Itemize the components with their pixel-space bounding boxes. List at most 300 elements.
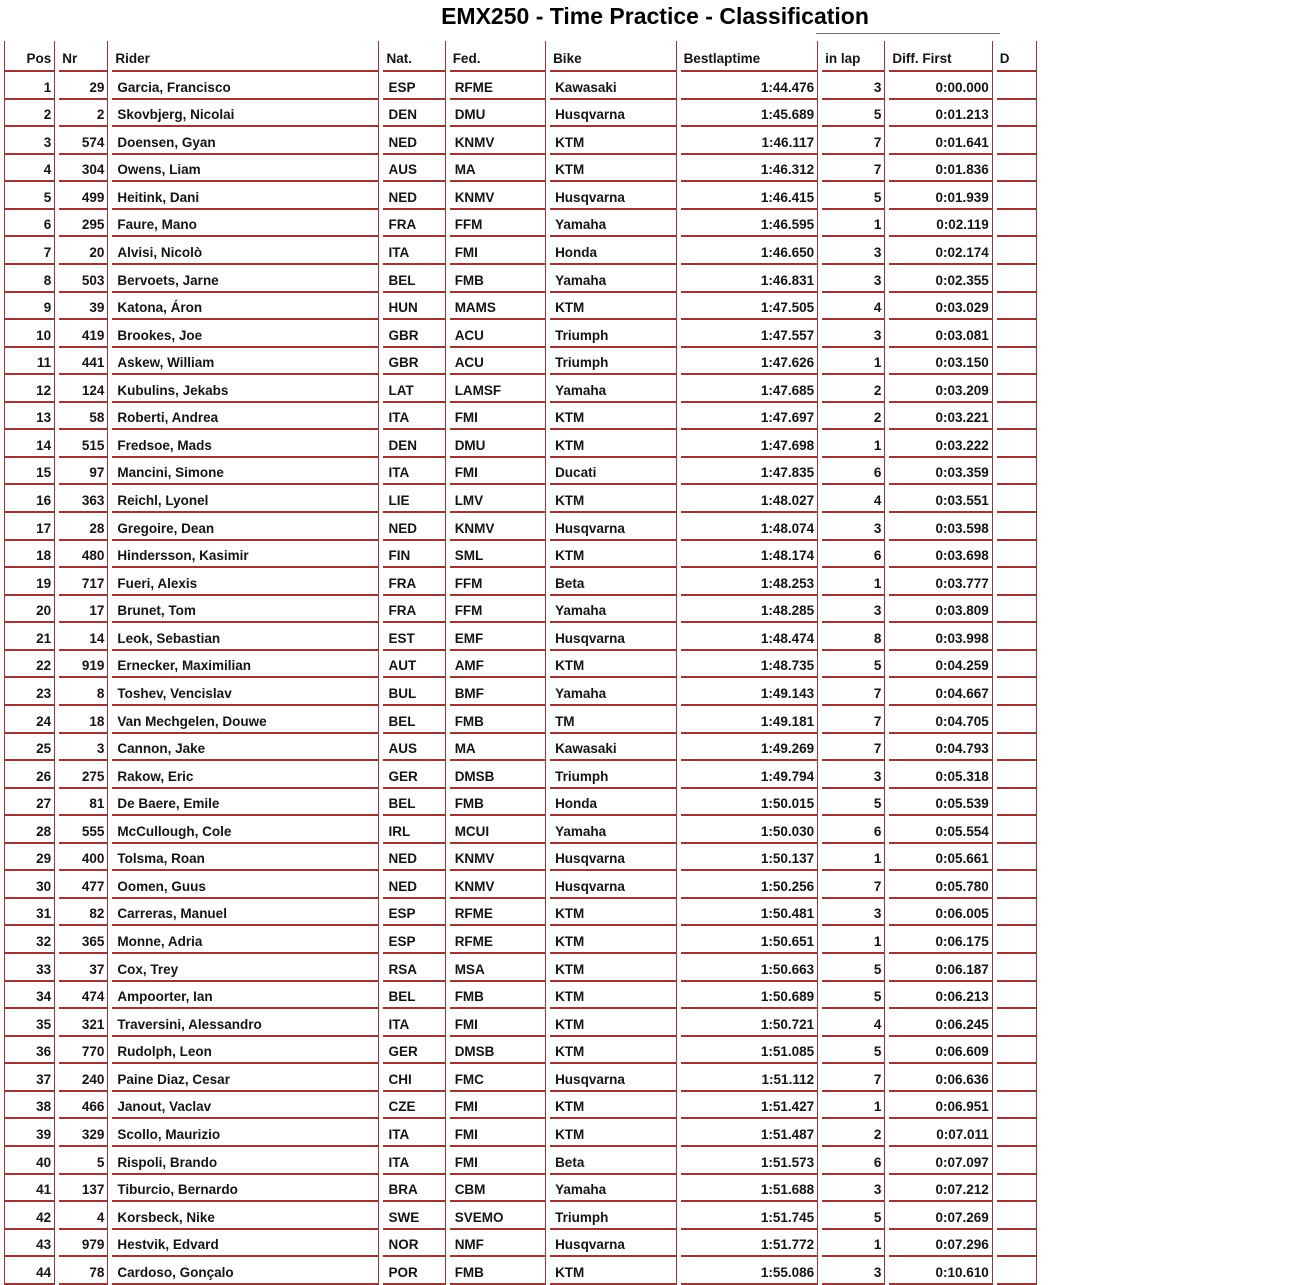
cell-bike: Husqvarna xyxy=(550,871,677,899)
table-row xyxy=(4,1230,1037,1258)
cell-best: 1:46.117 xyxy=(681,127,819,155)
cell-pos: 8 xyxy=(4,265,55,293)
header-row xyxy=(4,41,1037,72)
cell-pos: 37 xyxy=(4,1064,55,1092)
cell-lap: 1 xyxy=(822,430,885,458)
cell-nat: SWE xyxy=(383,1202,445,1230)
cell-diff: 0:01.641 xyxy=(889,127,992,155)
cell-fed: FMI xyxy=(450,403,546,431)
cell-fed: AMF xyxy=(450,651,546,679)
cell-pos: 39 xyxy=(4,1119,55,1147)
cell-rider: Skovbjerg, Nicolai xyxy=(112,100,379,128)
table-row xyxy=(4,1037,1037,1065)
cell-fed: FMI xyxy=(450,237,546,265)
col-header-diff-first: Diff. First xyxy=(889,41,992,72)
cell-pos: 5 xyxy=(4,182,55,210)
cell-nr: 717 xyxy=(59,568,108,596)
cell-lap: 7 xyxy=(822,706,885,734)
cell-rider: Tolsma, Roan xyxy=(112,844,379,872)
cell-diff: 0:07.269 xyxy=(889,1202,992,1230)
cell-fed: RFME xyxy=(450,899,546,927)
cell-fed: FMI xyxy=(450,458,546,486)
cell-nat: EST xyxy=(383,623,445,651)
cell-bike: Triumph xyxy=(550,1202,677,1230)
cell-dprev xyxy=(997,430,1037,458)
cell-nr: 919 xyxy=(59,651,108,679)
cell-diff: 0:02.174 xyxy=(889,237,992,265)
cell-best: 1:48.174 xyxy=(681,541,819,569)
cell-best: 1:48.027 xyxy=(681,485,819,513)
cell-lap: 4 xyxy=(822,1009,885,1037)
cell-nat: LAT xyxy=(383,375,445,403)
table-row xyxy=(4,458,1037,486)
cell-lap: 3 xyxy=(822,265,885,293)
cell-lap: 1 xyxy=(822,568,885,596)
cell-nat: NED xyxy=(383,513,445,541)
cell-lap: 3 xyxy=(822,72,885,100)
cell-nr: 18 xyxy=(59,706,108,734)
cell-fed: FMB xyxy=(450,789,546,817)
cell-fed: KNMV xyxy=(450,127,546,155)
table-row xyxy=(4,568,1037,596)
cell-pos: 19 xyxy=(4,568,55,596)
cell-rider: Fredsoe, Mads xyxy=(112,430,379,458)
cell-diff: 0:01.836 xyxy=(889,155,992,183)
table-row xyxy=(4,871,1037,899)
cell-diff: 0:10.610 xyxy=(889,1257,992,1285)
table-row xyxy=(4,210,1037,238)
cell-pos: 32 xyxy=(4,926,55,954)
table-row xyxy=(4,1009,1037,1037)
table-row xyxy=(4,513,1037,541)
cell-fed: MSA xyxy=(450,954,546,982)
cell-nat: FRA xyxy=(383,210,445,238)
table-row xyxy=(4,954,1037,982)
cell-diff: 0:03.698 xyxy=(889,541,992,569)
results-body xyxy=(4,72,1037,1285)
cell-best: 1:47.505 xyxy=(681,293,819,321)
cell-dprev xyxy=(997,1230,1037,1258)
table-row xyxy=(4,403,1037,431)
cell-pos: 11 xyxy=(4,348,55,376)
cell-best: 1:47.697 xyxy=(681,403,819,431)
table-row xyxy=(4,430,1037,458)
cell-lap: 7 xyxy=(822,155,885,183)
cell-nr: 515 xyxy=(59,430,108,458)
cell-bike: KTM xyxy=(550,651,677,679)
cell-bike: KTM xyxy=(550,1257,677,1285)
table-row xyxy=(4,596,1037,624)
cell-diff: 0:04.705 xyxy=(889,706,992,734)
cell-best: 1:47.557 xyxy=(681,320,819,348)
cell-nr: 28 xyxy=(59,513,108,541)
cell-bike: KTM xyxy=(550,127,677,155)
cell-nr: 275 xyxy=(59,761,108,789)
cell-bike: KTM xyxy=(550,155,677,183)
cell-fed: KNMV xyxy=(450,871,546,899)
cell-fed: FMI xyxy=(450,1092,546,1120)
cell-bike: KTM xyxy=(550,293,677,321)
cell-best: 1:47.698 xyxy=(681,430,819,458)
cell-dprev xyxy=(997,596,1037,624)
cell-pos: 12 xyxy=(4,375,55,403)
cell-nat: POR xyxy=(383,1257,445,1285)
cell-rider: Alvisi, Nicolò xyxy=(112,237,379,265)
cell-nr: 363 xyxy=(59,485,108,513)
cell-fed: KNMV xyxy=(450,513,546,541)
table-row xyxy=(4,678,1037,706)
cell-lap: 3 xyxy=(822,761,885,789)
cell-bike: TM xyxy=(550,706,677,734)
cell-best: 1:46.415 xyxy=(681,182,819,210)
cell-bike: Yamaha xyxy=(550,375,677,403)
cell-dprev xyxy=(997,513,1037,541)
partial-top-rule xyxy=(816,33,1000,34)
cell-lap: 4 xyxy=(822,485,885,513)
cell-nat: RSA xyxy=(383,954,445,982)
cell-dprev xyxy=(997,871,1037,899)
table-row xyxy=(4,623,1037,651)
cell-nat: NOR xyxy=(383,1230,445,1258)
cell-best: 1:46.595 xyxy=(681,210,819,238)
cell-fed: BMF xyxy=(450,678,546,706)
cell-best: 1:51.745 xyxy=(681,1202,819,1230)
cell-bike: Husqvarna xyxy=(550,1064,677,1092)
col-header-bestlaptime: Bestlaptime xyxy=(681,41,819,72)
cell-diff: 0:06.245 xyxy=(889,1009,992,1037)
cell-rider: Katona, Áron xyxy=(112,293,379,321)
cell-pos: 4 xyxy=(4,155,55,183)
cell-lap: 3 xyxy=(822,1257,885,1285)
cell-nr: 321 xyxy=(59,1009,108,1037)
cell-fed: FMC xyxy=(450,1064,546,1092)
cell-nat: NED xyxy=(383,871,445,899)
cell-lap: 6 xyxy=(822,1147,885,1175)
cell-fed: ACU xyxy=(450,320,546,348)
cell-rider: Hestvik, Edvard xyxy=(112,1230,379,1258)
cell-nat: BEL xyxy=(383,706,445,734)
cell-dprev xyxy=(997,816,1037,844)
cell-rider: Doensen, Gyan xyxy=(112,127,379,155)
cell-nat: GBR xyxy=(383,320,445,348)
cell-dprev xyxy=(997,1175,1037,1203)
cell-rider: Carreras, Manuel xyxy=(112,899,379,927)
cell-fed: LMV xyxy=(450,485,546,513)
cell-dprev xyxy=(997,237,1037,265)
cell-nat: FIN xyxy=(383,541,445,569)
cell-lap: 6 xyxy=(822,541,885,569)
cell-best: 1:50.651 xyxy=(681,926,819,954)
cell-lap: 3 xyxy=(822,320,885,348)
cell-diff: 0:04.793 xyxy=(889,734,992,762)
cell-pos: 33 xyxy=(4,954,55,982)
cell-rider: De Baere, Emile xyxy=(112,789,379,817)
cell-diff: 0:07.296 xyxy=(889,1230,992,1258)
cell-pos: 20 xyxy=(4,596,55,624)
cell-best: 1:50.137 xyxy=(681,844,819,872)
cell-diff: 0:03.150 xyxy=(889,348,992,376)
cell-best: 1:45.689 xyxy=(681,100,819,128)
cell-diff: 0:05.539 xyxy=(889,789,992,817)
cell-lap: 7 xyxy=(822,734,885,762)
cell-fed: MCUI xyxy=(450,816,546,844)
col-header-rider: Rider xyxy=(112,41,379,72)
cell-diff: 0:03.777 xyxy=(889,568,992,596)
cell-bike: Beta xyxy=(550,1147,677,1175)
cell-dprev xyxy=(997,982,1037,1010)
cell-dprev xyxy=(997,100,1037,128)
table-row xyxy=(4,816,1037,844)
cell-nat: IRL xyxy=(383,816,445,844)
cell-rider: Gregoire, Dean xyxy=(112,513,379,541)
cell-dprev xyxy=(997,155,1037,183)
cell-nr: 5 xyxy=(59,1147,108,1175)
cell-nat: BRA xyxy=(383,1175,445,1203)
cell-bike: KTM xyxy=(550,899,677,927)
cell-pos: 27 xyxy=(4,789,55,817)
cell-lap: 5 xyxy=(822,1037,885,1065)
cell-lap: 2 xyxy=(822,403,885,431)
cell-bike: KTM xyxy=(550,485,677,513)
cell-best: 1:51.427 xyxy=(681,1092,819,1120)
cell-bike: Yamaha xyxy=(550,816,677,844)
cell-diff: 0:06.609 xyxy=(889,1037,992,1065)
cell-lap: 4 xyxy=(822,293,885,321)
cell-pos: 41 xyxy=(4,1175,55,1203)
cell-diff: 0:07.097 xyxy=(889,1147,992,1175)
table-row xyxy=(4,293,1037,321)
cell-pos: 36 xyxy=(4,1037,55,1065)
cell-nat: GER xyxy=(383,761,445,789)
cell-dprev xyxy=(997,706,1037,734)
cell-rider: Traversini, Alessandro xyxy=(112,1009,379,1037)
cell-fed: SML xyxy=(450,541,546,569)
cell-rider: Toshev, Vencislav xyxy=(112,678,379,706)
cell-nr: 329 xyxy=(59,1119,108,1147)
cell-bike: Husqvarna xyxy=(550,623,677,651)
cell-lap: 5 xyxy=(822,789,885,817)
cell-pos: 43 xyxy=(4,1230,55,1258)
cell-dprev xyxy=(997,293,1037,321)
cell-bike: Triumph xyxy=(550,761,677,789)
cell-nat: HUN xyxy=(383,293,445,321)
cell-nr: 555 xyxy=(59,816,108,844)
cell-nr: 503 xyxy=(59,265,108,293)
cell-pos: 35 xyxy=(4,1009,55,1037)
cell-pos: 31 xyxy=(4,899,55,927)
cell-lap: 8 xyxy=(822,623,885,651)
cell-dprev xyxy=(997,348,1037,376)
cell-diff: 0:06.005 xyxy=(889,899,992,927)
cell-diff: 0:03.081 xyxy=(889,320,992,348)
cell-dprev xyxy=(997,1092,1037,1120)
cell-lap: 5 xyxy=(822,100,885,128)
cell-rider: Owens, Liam xyxy=(112,155,379,183)
cell-nr: 365 xyxy=(59,926,108,954)
cell-bike: Yamaha xyxy=(550,596,677,624)
cell-diff: 0:04.667 xyxy=(889,678,992,706)
cell-dprev xyxy=(997,623,1037,651)
cell-nat: ITA xyxy=(383,1119,445,1147)
cell-nr: 97 xyxy=(59,458,108,486)
col-header-bike: Bike xyxy=(550,41,677,72)
cell-lap: 7 xyxy=(822,1064,885,1092)
cell-nat: FRA xyxy=(383,568,445,596)
cell-pos: 9 xyxy=(4,293,55,321)
cell-bike: Triumph xyxy=(550,348,677,376)
table-row xyxy=(4,1202,1037,1230)
table-row xyxy=(4,485,1037,513)
cell-nr: 81 xyxy=(59,789,108,817)
cell-bike: Triumph xyxy=(550,320,677,348)
cell-rider: Rakow, Eric xyxy=(112,761,379,789)
cell-diff: 0:03.598 xyxy=(889,513,992,541)
cell-lap: 3 xyxy=(822,899,885,927)
cell-dprev xyxy=(997,678,1037,706)
col-header-nr: Nr xyxy=(59,41,108,72)
cell-dprev xyxy=(997,1037,1037,1065)
cell-rider: Cardoso, Gonçalo xyxy=(112,1257,379,1285)
col-header-pos: Pos xyxy=(4,41,55,72)
cell-best: 1:49.143 xyxy=(681,678,819,706)
cell-rider: Reichl, Lyonel xyxy=(112,485,379,513)
cell-diff: 0:03.221 xyxy=(889,403,992,431)
cell-nat: ESP xyxy=(383,72,445,100)
cell-pos: 38 xyxy=(4,1092,55,1120)
cell-diff: 0:05.318 xyxy=(889,761,992,789)
cell-nat: ITA xyxy=(383,1147,445,1175)
table-row xyxy=(4,127,1037,155)
cell-lap: 3 xyxy=(822,1175,885,1203)
cell-nat: ITA xyxy=(383,1009,445,1037)
cell-fed: DMU xyxy=(450,430,546,458)
cell-nr: 4 xyxy=(59,1202,108,1230)
cell-lap: 5 xyxy=(822,1202,885,1230)
cell-dprev xyxy=(997,375,1037,403)
cell-pos: 25 xyxy=(4,734,55,762)
cell-rider: Kubulins, Jekabs xyxy=(112,375,379,403)
cell-nr: 295 xyxy=(59,210,108,238)
cell-bike: Yamaha xyxy=(550,678,677,706)
cell-nat: NED xyxy=(383,182,445,210)
cell-nat: DEN xyxy=(383,430,445,458)
cell-pos: 15 xyxy=(4,458,55,486)
cell-diff: 0:01.939 xyxy=(889,182,992,210)
col-header-inlap: in lap xyxy=(822,41,885,72)
cell-nat: NED xyxy=(383,127,445,155)
cell-nat: DEN xyxy=(383,100,445,128)
cell-nr: 58 xyxy=(59,403,108,431)
cell-bike: Yamaha xyxy=(550,1175,677,1203)
cell-dprev xyxy=(997,1009,1037,1037)
cell-lap: 1 xyxy=(822,844,885,872)
cell-diff: 0:06.636 xyxy=(889,1064,992,1092)
cell-rider: Askew, William xyxy=(112,348,379,376)
cell-pos: 40 xyxy=(4,1147,55,1175)
cell-dprev xyxy=(997,210,1037,238)
cell-diff: 0:05.780 xyxy=(889,871,992,899)
cell-lap: 3 xyxy=(822,513,885,541)
cell-best: 1:51.573 xyxy=(681,1147,819,1175)
cell-lap: 3 xyxy=(822,237,885,265)
cell-best: 1:44.476 xyxy=(681,72,819,100)
table-row xyxy=(4,182,1037,210)
cell-rider: Fueri, Alexis xyxy=(112,568,379,596)
cell-dprev xyxy=(997,485,1037,513)
cell-lap: 2 xyxy=(822,1119,885,1147)
cell-nr: 8 xyxy=(59,678,108,706)
cell-bike: Husqvarna xyxy=(550,182,677,210)
cell-nat: BEL xyxy=(383,265,445,293)
cell-bike: Honda xyxy=(550,237,677,265)
cell-nat: ESP xyxy=(383,926,445,954)
cell-best: 1:48.074 xyxy=(681,513,819,541)
table-row xyxy=(4,789,1037,817)
cell-rider: Monne, Adria xyxy=(112,926,379,954)
table-row xyxy=(4,844,1037,872)
cell-bike: KTM xyxy=(550,541,677,569)
cell-lap: 7 xyxy=(822,127,885,155)
cell-nat: BEL xyxy=(383,789,445,817)
cell-nr: 240 xyxy=(59,1064,108,1092)
cell-nr: 20 xyxy=(59,237,108,265)
table-row xyxy=(4,348,1037,376)
cell-fed: FMB xyxy=(450,265,546,293)
cell-nr: 82 xyxy=(59,899,108,927)
cell-lap: 3 xyxy=(822,596,885,624)
cell-nr: 480 xyxy=(59,541,108,569)
cell-dprev xyxy=(997,789,1037,817)
cell-fed: KNMV xyxy=(450,182,546,210)
cell-best: 1:46.650 xyxy=(681,237,819,265)
cell-bike: KTM xyxy=(550,1037,677,1065)
cell-nr: 304 xyxy=(59,155,108,183)
cell-lap: 1 xyxy=(822,210,885,238)
cell-dprev xyxy=(997,320,1037,348)
cell-lap: 1 xyxy=(822,1230,885,1258)
cell-nr: 419 xyxy=(59,320,108,348)
cell-rider: Van Mechgelen, Douwe xyxy=(112,706,379,734)
col-header-nat: Nat. xyxy=(383,41,445,72)
cell-fed: RFME xyxy=(450,72,546,100)
cell-fed: FMI xyxy=(450,1147,546,1175)
cell-diff: 0:07.212 xyxy=(889,1175,992,1203)
cell-rider: Janout, Vaclav xyxy=(112,1092,379,1120)
cell-dprev xyxy=(997,954,1037,982)
cell-nr: 37 xyxy=(59,954,108,982)
cell-best: 1:48.735 xyxy=(681,651,819,679)
cell-fed: MA xyxy=(450,155,546,183)
table-row xyxy=(4,1147,1037,1175)
cell-dprev xyxy=(997,403,1037,431)
cell-dprev xyxy=(997,541,1037,569)
cell-fed: CBM xyxy=(450,1175,546,1203)
cell-lap: 5 xyxy=(822,651,885,679)
cell-pos: 18 xyxy=(4,541,55,569)
cell-fed: DMSB xyxy=(450,1037,546,1065)
cell-best: 1:49.794 xyxy=(681,761,819,789)
cell-bike: Beta xyxy=(550,568,677,596)
cell-nr: 770 xyxy=(59,1037,108,1065)
cell-diff: 0:03.359 xyxy=(889,458,992,486)
cell-nat: AUT xyxy=(383,651,445,679)
cell-rider: Korsbeck, Nike xyxy=(112,1202,379,1230)
cell-nr: 574 xyxy=(59,127,108,155)
cell-lap: 5 xyxy=(822,182,885,210)
table-row xyxy=(4,899,1037,927)
cell-nat: BEL xyxy=(383,982,445,1010)
cell-nr: 29 xyxy=(59,72,108,100)
